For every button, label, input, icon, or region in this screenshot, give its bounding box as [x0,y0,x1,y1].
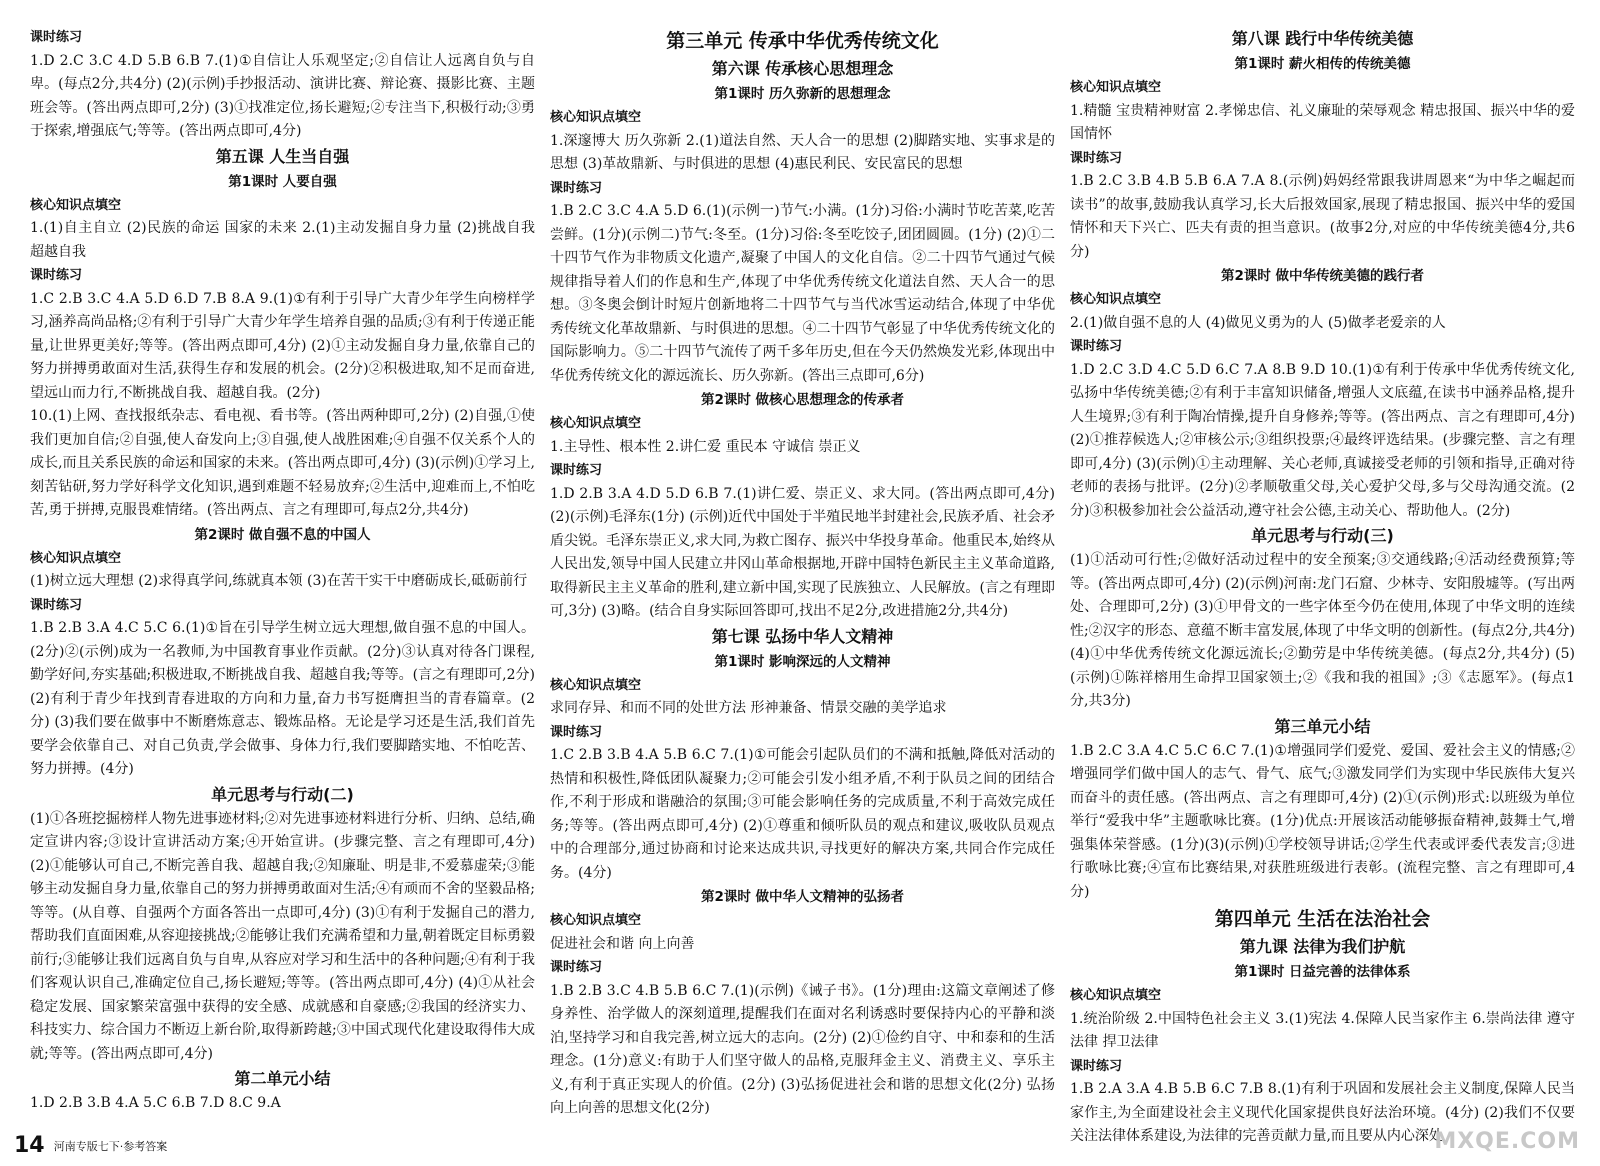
section-label: 课时练习 [550,724,603,740]
period-heading: 第1课时 薪火相传的传统美德 [1234,56,1411,72]
period-heading: 第2课时 做中华传统美德的践行者 [1220,268,1425,284]
section-label: 课时练习 [1070,339,1123,354]
section-label: 课时练习 [30,30,83,45]
lesson-heading: 单元思考与行动(二) [211,784,354,804]
section-label: 核心知识点填空 [1070,80,1162,95]
column-left [30,26,535,1116]
answer-paragraph: (1)树立远大理想 (2)求得真学问,练就真本领 (3)在苦干实干中磨砺成长,砥砺前行 [30,573,528,589]
period-heading: 第2课时 做自强不息的中国人 [194,526,371,543]
section-label: 核心知识点填空 [1070,292,1162,307]
lesson-heading: 第九课 法律为我们护航 [1239,937,1406,956]
lesson-heading: 第五课 人生当自强 [215,146,350,166]
column-right [1070,26,1575,1149]
page-footer [14,1133,167,1158]
answer-paragraph: 1.B 2.C 3.B 4.B 5.B 6.A 7.A 8.(示例)妈妈经常跟我讲周恩来“为中华之崛起而读书”的故事,鼓励我认真学习,长大后报效国家,展现了精忠报国、振兴中华的爱国情怀和天下兴亡、匹夫有责的担当意识。(故事2分,对应的中华传统美德4分,共6分) [1070,173,1575,260]
answer-paragraph: 1.统治阶级 2.中国特色社会主义 3.(1)宪法 4.保障人民当家作主 6.崇尚法律 遵守法律 捍卫法律 [1070,1010,1575,1050]
lesson-heading: 第二单元小结 [234,1069,331,1088]
answer-paragraph: 求同存异、和而不同的处世方法 形神兼备、情景交融的美学追求 [550,700,947,716]
period-heading: 第1课时 历久弥新的思想理念 [714,86,891,102]
period-heading: 第1课时 日益完善的法律体系 [1234,964,1411,980]
lesson-heading: 第七课 弘扬中华人文精神 [711,626,894,646]
section-label: 核心知识点填空 [550,677,642,693]
answer-paragraph: 1.B 2.B 3.C 4.B 5.B 6.C 7.(1)(示例)《诫子书》。(1分)理由:这篇文章阐述了修身养性、治学做人的深刻道理,提醒我们在面对名利诱惑时要保持内心的平静和淡泊,坚持学习和自我完善,树立远大的志向。(2分) (2)①俭约自守、中和泰和的生活理念。(1分)意义:有助于人们坚守做人的品格,克服拜金主义、消费主义、享乐主义,有利于真正实现人的价值。(2分) (3)弘扬促进社会和谐的思想文化(2分) 弘扬向上向善的思想文化(2分) [550,982,1055,1116]
answer-paragraph: 1.B 2.B 3.A 4.C 5.C 6.(1)①旨在引导学生树立远大理想,做自强不息的中国人。(2分)②(示例)成为一名教师,为中国教育事业作贡献。(2分)③认真对待各门课程,勤学好问,夯实基础;积极进取,不断挑战自我、超越自我;等等。(言之有理即可,2分) (2)有利于青少年找到青春进取的方向和力量,奋力书写挺膺担当的青春篇章。(2分) (3)我们要在做事中不断磨炼意志、锻炼品格。无论是学习还是生活,我们首先要学会依靠自己、对自己负责,学会做事、身体力行,我们要脚踏实地、不怕吃苦、努力拼搏。(4分) [30,620,535,777]
answer-paragraph: (1)①各班挖掘榜样人物先进事迹材料;②对先进事迹材料进行分析、归纳、总结,确定宣讲内容;③设计宣讲活动方案;④开始宣讲。(步骤完整、言之有理即可,4分) (2)①能够认可自己,不断完善自我、超越自我;②知廉耻、明是非,不爱慕虚荣;③能够主动发掘自身力量,依靠自己的努力拼搏勇敢面对生活;④有顽而不舍的坚毅品格;等等。(从自尊、自强两个方面各答出一点即可,4分) (3)①有利于发掘自己的潜力,帮助我们直面困难,从容迎接挑战;②能够让我们充满希望和力量,朝着既定目标勇毅前行;③能够让我们远离自负与自卑,从容应对学习和生活中的各种问题;④有利于我们客观认识自己,准确定位自己,扬长避短;等等。(答出两点即可,4分) (4)①从社会稳定发展、国家繁荣富强中获得的安全感、成就感和自豪感;②我国的经济实力、科技实力、综合国力不断迈上新台阶,取得新跨越;③中国式现代化建设取得伟大成就;等等。(答出两点即可,4分) [30,810,535,1062]
section-label: 核心知识点填空 [550,416,642,431]
lesson-heading: 第八课 践行中华传统美德 [1231,29,1414,48]
section-label: 课时练习 [30,597,83,613]
unit-heading: 第四单元 生活在法治社会 [1214,908,1431,930]
answer-paragraph: 2.(1)做自强不息的人 (4)做见义勇为的人 (5)做孝老爱亲的人 [1070,314,1446,331]
period-heading: 第1课时 人要自强 [228,173,337,190]
answer-paragraph: 1.D 2.B 3.A 4.D 5.D 6.B 7.(1)讲仁爱、崇正义、求大同。(答出两点即可,4分) (2)(示例)毛泽东(1分) (示例)近代中国处于半殖民地半封建社会,民族矛盾、社会矛盾尖锐。毛泽东崇正义,求大同,为救亡图存、振兴中华投身革命。他重民本,始终从人民出发,领导中国人民建立井冈山革命根据地,开辟中国特色新民主主义革命道路,取得新民主主义革命的胜利,建立新中国,实现了民族独立、人民解放。(言之有理即可,3分) (3)略。(结合自身实际回答即可,找出不足2分,改进措施2分,共4分) [550,485,1055,619]
section-label: 课时练习 [30,268,83,283]
section-label: 课时练习 [1070,1058,1123,1074]
answer-paragraph: (1)①活动可行性;②做好活动过程中的安全预案;③交通线路;④活动经费预算;等等。(答出两点即可,4分) (2)(示例)河南:龙门石窟、少林寺、安阳殷墟等。(写出两处、合理即可,2分) (3)①甲骨文的一些字体至今仍在使用,体现了中华文明的连续性;②汉字的形态、意蕴不断丰富发展,体现了中华文明的创新性。(每点2分,共4分) (4)①中华优秀传统文化源远流长;②勤劳是中华传统美德。(每点2分,共4分) (5)(示例)①陈祥榕用生命捍卫国家领土;②《我和我的祖国》;③《志愿军》。(每点1分,共3分) [1070,552,1575,709]
footer-text: 河南专版七下·参考答案 [53,1139,168,1153]
lesson-heading: 第三单元小结 [1274,716,1371,736]
unit-heading: 第三单元 传承中华优秀传统文化 [666,30,939,52]
period-heading: 第2课时 做中华人文精神的弘扬者 [700,889,905,905]
answer-paragraph: 1.D 2.C 3.C 4.D 5.B 6.B 7.(1)①自信让人乐观坚定;②自信让人远离自负与自卑。(每点2分,共4分) (2)(示例)手抄报活动、演讲比赛、辩论赛、摄影比赛、主题班会等。(答出两点即可,2分) (3)①找准定位,扬长避短;②专注当下,积极行动;③勇于探索,增强底气;等等。(答出两点即可,4分) [30,52,535,139]
answer-paragraph: 1.主导性、根本性 2.讲仁爱 重民本 守诚信 崇正义 [550,438,861,455]
answer-paragraph: 促进社会和谐 向上向善 [550,935,695,952]
section-label: 核心知识点填空 [30,550,122,566]
answer-paragraph: 10.(1)上网、查找报纸杂志、看电视、看书等。(答出两种即可,2分) (2)自强,①使我们更加自信;②自强,使人奋发向上;③自强,使人战胜困难;④自强不仅关系个人的成长,而且关系民族的命运和国家的未来。(答出两点即可,4分) (3)(示例)①学习上,刻苦钻研,努力学好科学文化知识,遇到难题不轻易放弃;②生活中,迎难而上,不怕吃苦,勇于拼搏,克服畏难情绪。(答出两点、言之有理即可,每点2分,共4分) [30,408,535,518]
section-label: 核心知识点填空 [550,913,642,928]
answer-paragraph: 1.精髓 宝贵精神财富 2.孝悌忠信、礼义廉耻的荣辱观念 精忠报国、振兴中华的爱国情怀 [1070,102,1575,142]
answer-paragraph: 1.B 2.C 3.C 4.A 5.D 6.(1)(示例一)节气:小满。(1分)习俗:小满时节吃苦菜,吃苦尝鲜。(1分)(示例二)节气:冬至。(1分)习俗:冬至吃饺子,团团圆圆。(1分) (2)①二十四节气作为非物质文化遗产,凝聚了中国人的文化自信。②二十四节气通过气候规律指导着人们的作息和生产,体现了中华优秀传统文化道法自然、天人合一的思想。③冬奥会倒计时短片创新地将二十四节气与当代冰雪运动结合,体现了中华优秀传统文化革故鼎新、与时俱进的思想。④二十四节气彰显了中华优秀传统文化的国际影响力。⑤二十四节气流传了两千多年历史,但在今天仍然焕发光彩,体现出中华优秀传统文化的源远流长、历久弥新。(答出三点即可,6分) [550,203,1055,384]
section-label: 课时练习 [550,180,603,196]
period-heading: 第2课时 做核心思想理念的传承者 [700,392,905,408]
section-label: 核心知识点填空 [550,110,642,125]
answer-paragraph: 1.C 2.B 3.B 4.A 5.B 6.C 7.(1)①可能会引起队员们的不满和抵触,降低对活动的热情和积极性,降低团队凝聚力;②可能会引发小组矛盾,不利于队员之间的团结合作,不利于形成和谐融洽的氛围;③可能会影响任务的完成质量,不利于高效完成任务;等等。(答出两点即可,4分) (2)①尊重和倾听队员的观点和建议,吸收队员观点中的合理部分,通过协商和讨论来达成共识,寻找更好的解决方案,共同合作完成任务。(4分) [550,747,1055,881]
lesson-heading: 单元思考与行动(三) [1251,526,1394,545]
section-label: 课时练习 [1070,150,1123,166]
lesson-heading: 第六课 传承核心思想理念 [711,59,894,78]
page-number: 14 [14,1133,45,1158]
section-label: 课时练习 [550,960,603,975]
answer-paragraph: 1.D 2.B 3.B 4.A 5.C 6.B 7.D 8.C 9.A [30,1095,281,1111]
answer-paragraph: 1.深邃博大 历久弥新 2.(1)道法自然、天人合一的思想 (2)脚踏实地、实事求是的思想 (3)革故鼎新、与时俱进的思想 (4)惠民利民、安民富民的思想 [550,132,1055,172]
watermark: MXQE.COM [1434,1129,1580,1154]
answer-paragraph: 1.C 2.B 3.C 4.A 5.D 6.D 7.B 8.A 9.(1)①有利于引导广大青少年学生向榜样学习,涵养高尚品格;②有利于引导广大青少年学生培养自强的品质;③有利于传递正能量,让世界更美好;等等。(答出两点即可,4分) (2)①主动发掘自身力量,依靠自己的努力拼搏勇敢面对生活,获得生存和发展的机会。(2分)②积极进取,知不足而奋进,望远山而力行,不断挑战自我、超越自我。(2分) [30,290,535,401]
column-middle [550,26,1055,1121]
answer-paragraph: 1.(1)自主自立 (2)民族的命运 国家的未来 2.(1)主动发掘自身力量 (2)挑战自我 超越自我 [30,220,535,260]
answer-paragraph: 1.B 2.A 3.A 4.B 5.B 6.C 7.B 8.(1)有利于巩固和发展社会主义制度,保障人民当家作主,为全面建设社会主义现代化国家提供良好法治环境。(4分) (2)我们不仅要关注法律体系建设,为法律的完善贡献力量,而且要从内心深处 [1070,1081,1575,1144]
section-label: 核心知识点填空 [1070,988,1162,1003]
section-label: 课时练习 [550,463,603,478]
answer-paragraph: 1.D 2.C 3.D 4.C 5.D 6.C 7.A 8.B 9.D 10.(1)①有利于传承中华优秀传统文化,弘扬中华传统美德;②有利于丰富知识储备,增强人文底蕴,在读书中涵养品格,提升人生境界;③有利于陶冶情操,提升自身修养;等等。(答出两点、言之有理即可,4分) (2)①推荐候选人;②审核公示;③组织投票;④最终评选结果。(步骤完整、言之有理即可,4分) (3)(示例)①主动理解、关心老师,真诚接受老师的引领和指导,正确对待老师的表扬与批评。(2分)②孝顺敬重父母,关心爱护父母,多与父母沟通交流。(2分)③积极参加社会公益活动,遵守社会公德,主动关心、帮助他人。(2分) [1070,361,1575,519]
period-heading: 第1课时 影响深远的人文精神 [714,653,891,670]
section-label: 核心知识点填空 [30,197,122,213]
answer-paragraph: 1.B 2.C 3.A 4.C 5.C 6.C 7.(1)①增强同学们爱党、爱国、爱社会主义的情感;②增强同学们做中国人的志气、骨气、底气;③激发同学们为实现中华民族伟大复兴而奋斗的责任感。(答出两点、言之有理即可,4分) (2)①(示例)形式:以班级为单位举行“爱我中华”主题歌咏比赛。(1分)优点:开展该活动能够振奋精神,鼓舞士气,增强集体荣誉感。(1分)(3)(示例)①学校领导讲话;②学生代表或评委代表发言;③进行歌咏比赛;④宣布比赛结果,对获胜班级进行表彰。(流程完整、言之有理即可,4分) [1070,742,1575,900]
